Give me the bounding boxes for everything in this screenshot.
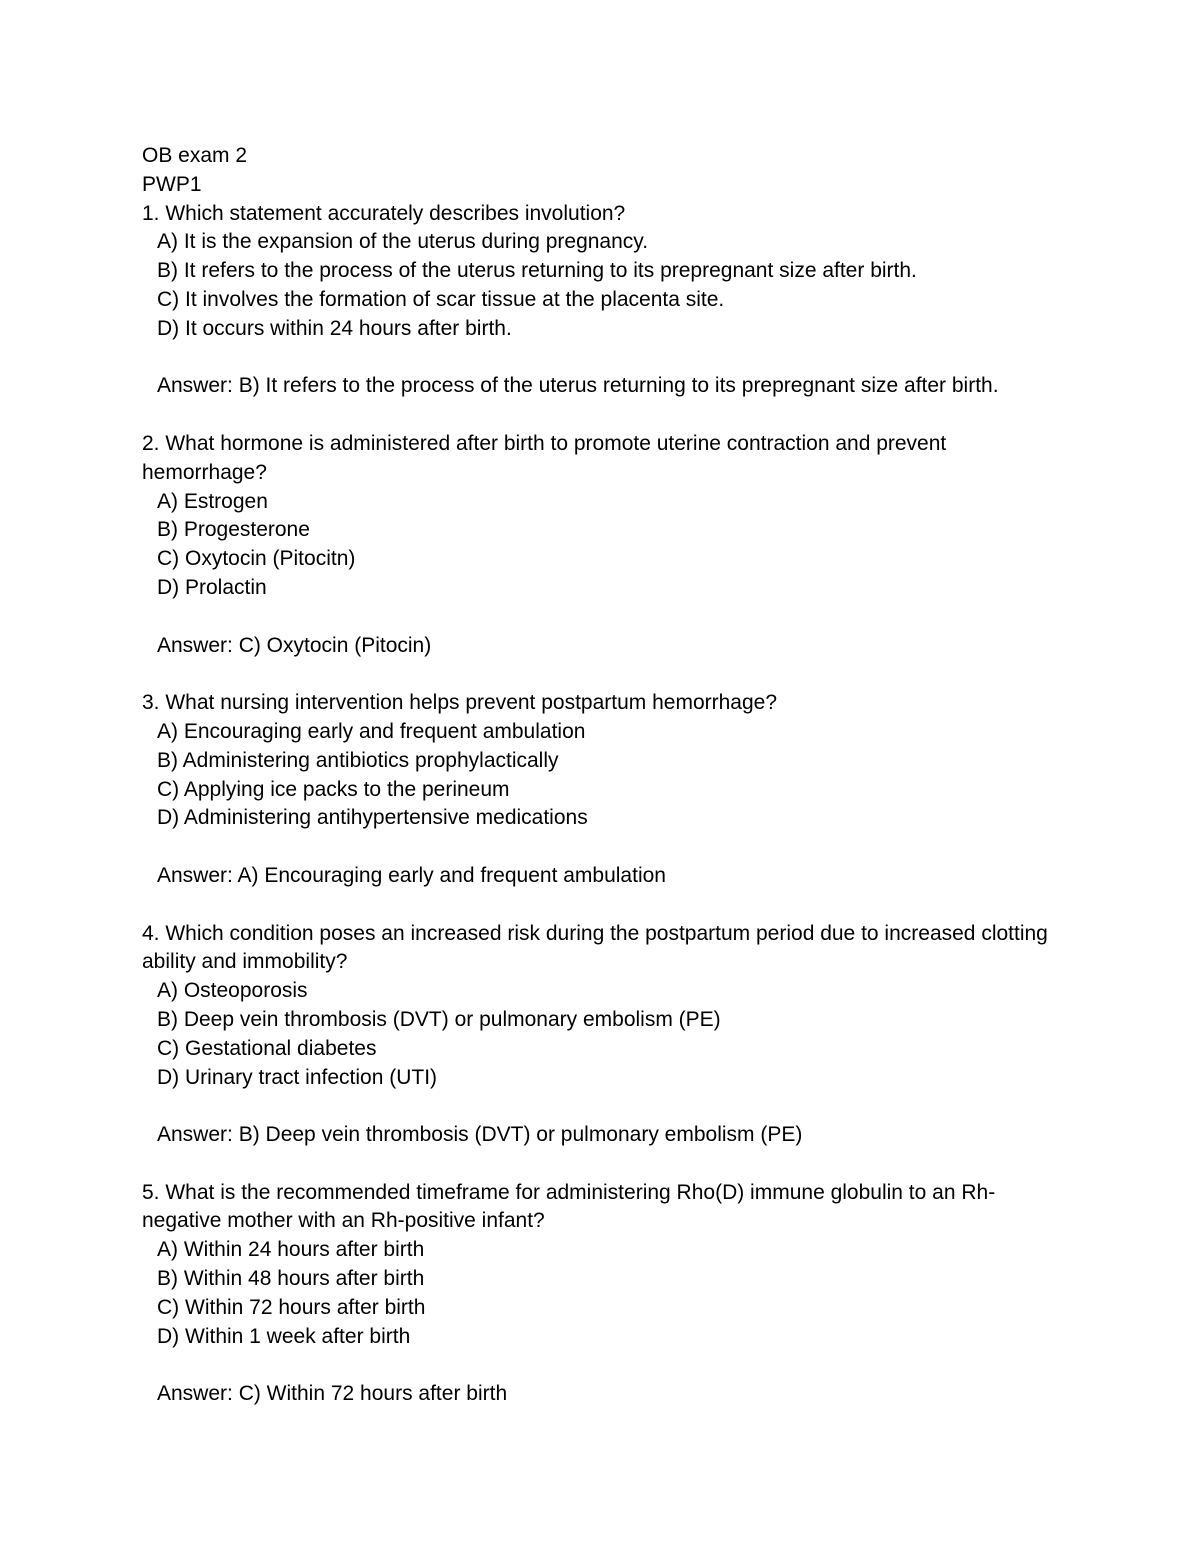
answer-option: D) Urinary tract infection (UTI) <box>157 1065 438 1089</box>
answer-option: C) Applying ice packs to the perineum <box>157 777 510 801</box>
question-1 <box>142 200 1062 430</box>
blank-line <box>142 1351 1062 1380</box>
answer-option: D) It occurs within 24 hours after birth. <box>157 316 512 340</box>
question-4 <box>142 920 1062 1179</box>
answer-option: D) Administering antihypertensive medications <box>157 806 588 830</box>
answer-option: B) It refers to the process of the uterus returning to its prepregnant size after birth. <box>157 259 917 283</box>
question-stem: 4. Which condition poses an increased risk during the postpartum period due to increased clotting ability and immobility? <box>142 921 1054 974</box>
answer-option: C) It involves the formation of scar tissue at the placenta site. <box>157 287 725 311</box>
answer-option: B) Administering antibiotics prophylactically <box>157 748 559 772</box>
question-stem: 5. What is the recommended timeframe for administering Rho(D) immune globulin to an Rh-negative mother with an Rh-positive infant? <box>142 1180 996 1233</box>
answer-option: A) Encouraging early and frequent ambulation <box>157 719 586 743</box>
answer-option: D) Prolactin <box>157 575 267 599</box>
answer-option: B) Progesterone <box>157 518 310 542</box>
answer-option: B) Within 48 hours after birth <box>157 1267 425 1291</box>
document-subtitle: PWP1 <box>142 172 202 196</box>
blank-line <box>142 660 1062 689</box>
question-3 <box>142 689 1062 919</box>
question-stem: 3. What nursing intervention helps prevent postpartum hemorrhage? <box>142 691 778 715</box>
blank-line <box>142 891 1062 920</box>
question-5 <box>142 1179 1062 1409</box>
answer-option: A) It is the expansion of the uterus during pregnancy. <box>157 230 649 254</box>
question-stem: 1. Which statement accurately describes involution? <box>142 201 626 225</box>
correct-answer: Answer: C) Within 72 hours after birth <box>157 1382 508 1406</box>
question-2 <box>142 430 1062 689</box>
blank-line <box>142 1150 1062 1179</box>
blank-line <box>142 603 1062 632</box>
answer-option: D) Within 1 week after birth <box>157 1324 411 1348</box>
blank-line <box>142 1092 1062 1121</box>
answer-option: B) Deep vein thrombosis (DVT) or pulmonary embolism (PE) <box>157 1007 721 1031</box>
answer-option: C) Gestational diabetes <box>157 1036 377 1060</box>
blank-line <box>142 344 1062 373</box>
correct-answer: Answer: C) Oxytocin (Pitocin) <box>157 633 432 657</box>
document-page <box>142 142 1062 1409</box>
answer-option: A) Within 24 hours after birth <box>157 1238 425 1262</box>
answer-option: A) Estrogen <box>157 489 268 513</box>
answer-option: A) Osteoporosis <box>157 979 308 1003</box>
answer-option: C) Oxytocin (Pitocitn) <box>157 547 356 571</box>
correct-answer: Answer: B) Deep vein thrombosis (DVT) or pulmonary embolism (PE) <box>157 1123 803 1147</box>
document-title: OB exam 2 <box>142 144 248 167</box>
answer-option: C) Within 72 hours after birth <box>157 1295 426 1319</box>
correct-answer: Answer: A) Encouraging early and frequent ambulation <box>157 863 666 887</box>
blank-line <box>142 833 1062 862</box>
blank-line <box>142 401 1062 430</box>
question-stem: 2. What hormone is administered after birth to promote uterine contraction and prevent hemorrhage? <box>142 431 953 484</box>
correct-answer: Answer: B) It refers to the process of the uterus returning to its prepregnant size after birth. <box>157 374 999 398</box>
